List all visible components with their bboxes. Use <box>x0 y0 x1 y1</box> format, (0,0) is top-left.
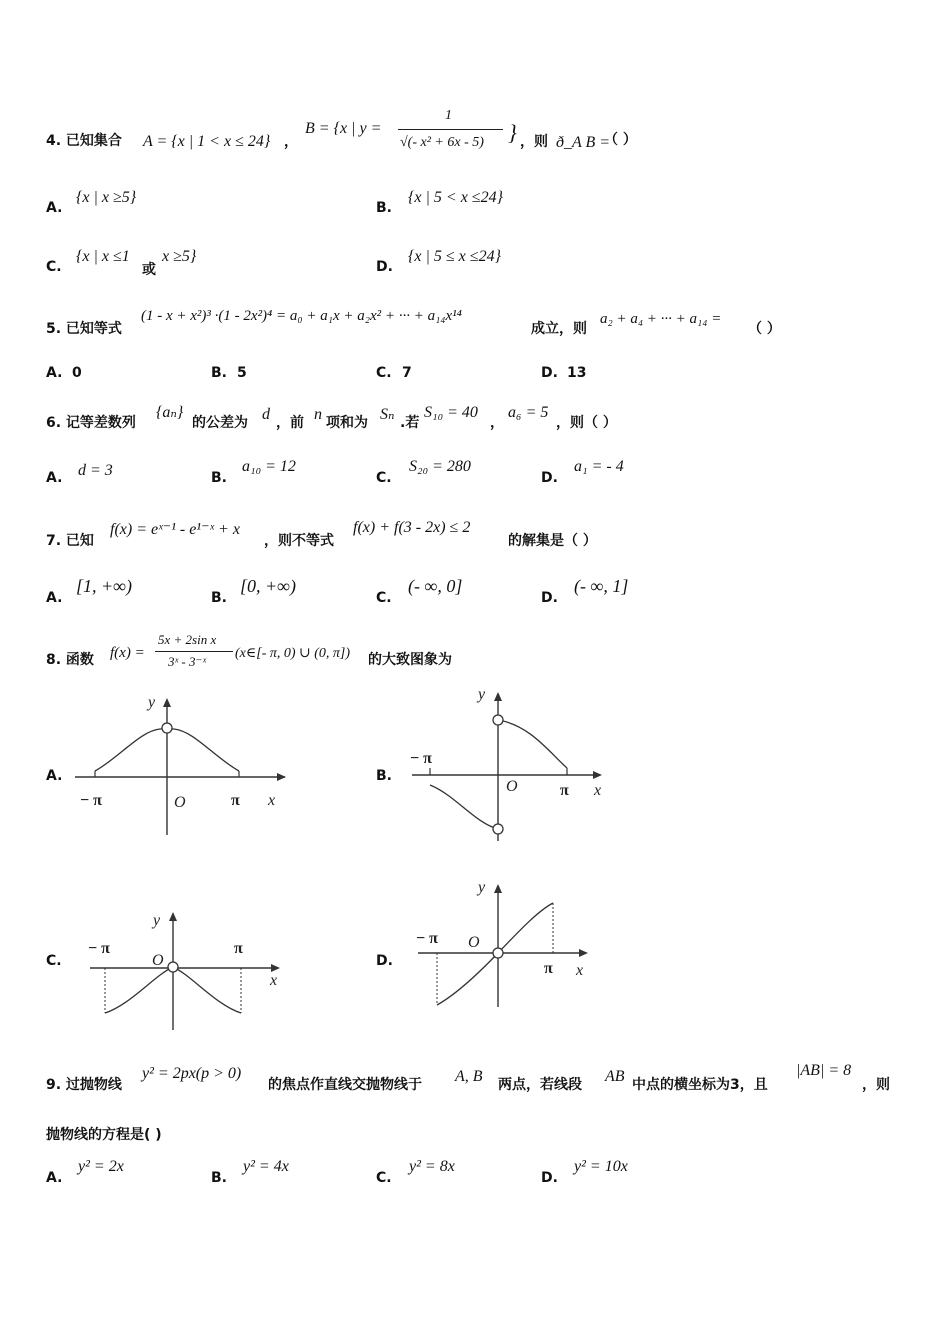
q8-graph-a-y-label: y <box>148 694 156 711</box>
q8-domain: (x∈[- π, 0) ∪ (0, π]) <box>235 646 351 661</box>
q6-option-d-text: a₁ = - 4 <box>574 458 624 475</box>
q6-option-c-label[interactable]: C. <box>376 470 392 486</box>
q9-stem: 9. 过抛物线 <box>46 1077 122 1093</box>
q8-option-b-label[interactable]: B. <box>376 768 392 784</box>
q8-graph-a-open-point <box>162 723 172 733</box>
q7-option-c-text: (- ∞, 0] <box>408 576 463 596</box>
q6-sn: Sₙ <box>380 406 395 423</box>
q8-option-c-label[interactable]: C. <box>46 953 62 969</box>
q8-graph-a-x-label: x <box>268 792 276 809</box>
q8-graph-c-open-point <box>168 962 178 972</box>
q4-paren: （ ） <box>604 132 637 148</box>
q5-option-c-label[interactable]: C. <box>376 365 392 381</box>
q8-graph-d-origin-label: O <box>468 934 480 951</box>
q5-option-a-label[interactable]: A. <box>46 365 63 381</box>
q4-option-a-label[interactable]: A. <box>46 200 63 216</box>
q7-t2: 的解集是（ ） <box>508 533 597 549</box>
q4-set-b-suffix: } <box>508 120 517 145</box>
q6-option-b-text: a₁₀ = 12 <box>242 458 296 475</box>
q7-t1: ，则不等式 <box>264 533 334 549</box>
q8-graph-b-origin-label: O <box>506 778 518 795</box>
q8-graph-d-x-label: x <box>576 962 584 979</box>
q6-comma: ， <box>490 415 504 431</box>
q9-option-c-text: y² = 8x <box>409 1158 455 1175</box>
q4-option-c-label[interactable]: C. <box>46 259 62 275</box>
q8-frac-num: 5x + 2sin x <box>158 632 217 647</box>
q8-graph-c-pi-label: π <box>234 940 243 957</box>
q7-option-d-label[interactable]: D. <box>541 590 558 606</box>
q8-graph-d-y-label: y <box>478 879 486 896</box>
q8-graph-b-y-arrow <box>494 692 502 701</box>
q9-option-d-label[interactable]: D. <box>541 1170 558 1186</box>
q6-option-d-label[interactable]: D. <box>541 470 558 486</box>
q5-option-c-text: 7 <box>402 365 412 381</box>
q9-len: |AB| = 8 <box>796 1062 852 1079</box>
q9-option-a-label[interactable]: A. <box>46 1170 63 1186</box>
q8-graph-b-pi-label: π <box>560 782 569 799</box>
q9-t4: ，则 <box>862 1077 890 1093</box>
q4-frac-bar <box>398 129 503 130</box>
q6-t5: ，则（ ） <box>556 415 617 431</box>
q8-graph-b <box>400 683 610 848</box>
q6-option-c-text: S₂₀ = 280 <box>409 458 471 475</box>
q6-cond1: S₁₀ = 40 <box>424 404 478 421</box>
q5-option-a-text: 0 <box>72 365 82 381</box>
q7-option-b-label[interactable]: B. <box>211 590 227 606</box>
q4-option-d-text: {x | 5 ≤ x ≤24} <box>408 248 501 265</box>
q8-graph-b-open-point-bottom <box>493 824 503 834</box>
q4-then: ，则 <box>520 134 548 150</box>
q6-option-a-text: d = 3 <box>78 462 113 479</box>
q8-func-lhs: f(x) = <box>110 645 145 661</box>
q9-option-b-text: y² = 4x <box>243 1158 289 1175</box>
q4-expr: ð_A B = <box>556 134 611 151</box>
q7-option-c-label[interactable]: C. <box>376 590 392 606</box>
q9-t1: 的焦点作直线交抛物线于 <box>268 1077 422 1093</box>
q9-line2: 抛物线的方程是( ) <box>46 1127 162 1143</box>
q4-option-c-mid: 或 <box>142 262 156 278</box>
q8-graph-a-neg-pi-label: − π <box>80 792 102 809</box>
q4-frac-num: 1 <box>445 108 452 123</box>
q8-graph-c-x-label: x <box>270 972 278 989</box>
q7-stem: 7. 已知 <box>46 533 94 549</box>
q5-expr: a₂ + a₄ + ··· + a₁₄ = <box>600 311 722 327</box>
q8-graph-d-x-arrow <box>579 949 588 957</box>
q8-graph-c-x-arrow <box>271 964 280 972</box>
q9-option-b-label[interactable]: B. <box>211 1170 227 1186</box>
q8-graph-b-x-label: x <box>594 782 602 799</box>
q8-option-a-label[interactable]: A. <box>46 768 63 784</box>
q6-stem: 6. 记等差数列 <box>46 415 136 431</box>
q9-t2: 两点，若线段 <box>498 1077 582 1093</box>
q8-graph-a-y-arrow <box>163 698 171 707</box>
q8-graph-c-origin-label: O <box>152 952 164 969</box>
q4-set-a: A = {x | 1 < x ≤ 24} <box>143 133 271 150</box>
q4-option-a-text: {x | x ≥5} <box>76 189 137 206</box>
q4-stem: 4. 已知集合 <box>46 133 122 149</box>
q7-option-a-label[interactable]: A. <box>46 590 63 606</box>
q9-seg: AB <box>605 1068 625 1085</box>
q9-parabola: y² = 2px(p > 0) <box>142 1065 242 1082</box>
q4-frac-den: √(- x² + 6x - 5) <box>400 135 484 150</box>
q8-graph-a-origin-label: O <box>174 794 186 811</box>
q4-option-b-text: {x | 5 < x ≤24} <box>408 189 503 206</box>
q7-option-b-text: [0, +∞) <box>240 576 296 596</box>
q6-t3: 项和为 <box>326 415 368 431</box>
q5-paren: （ ） <box>748 321 781 337</box>
q6-option-a-label[interactable]: A. <box>46 470 63 486</box>
q8-t1: 的大致图象为 <box>368 652 452 668</box>
q8-frac-den: 3ˣ - 3⁻ˣ <box>168 654 207 669</box>
q6-cond2: a₆ = 5 <box>508 404 549 421</box>
q4-option-d-label[interactable]: D. <box>376 259 393 275</box>
q9-t3: 中点的横坐标为3，且 <box>632 1077 768 1093</box>
q8-graph-b-x-arrow <box>593 771 602 779</box>
q6-t2: ，前 <box>276 415 304 431</box>
q8-graph-b-curve-left <box>430 785 498 829</box>
q9-option-d-text: y² = 10x <box>574 1158 628 1175</box>
q4-option-c-text: {x | x ≤1 <box>76 248 130 265</box>
q5-option-d-label[interactable]: D. <box>541 365 558 381</box>
q7-option-a-text: [1, +∞) <box>76 576 132 596</box>
q5-option-d-text: 13 <box>567 365 587 381</box>
q5-stem: 5. 已知等式 <box>46 321 122 337</box>
q8-graph-d-pi-label: π <box>544 960 553 977</box>
q6-t1: 的公差为 <box>192 415 248 431</box>
q4-option-c-tail: x ≥5} <box>162 248 197 265</box>
q8-graph-d <box>410 877 600 1012</box>
q8-graph-a-x-arrow <box>277 773 286 781</box>
q8-frac-bar <box>155 651 233 652</box>
q8-graph-c-neg-pi-label: − π <box>88 940 110 957</box>
q7-func: f(x) = eˣ⁻¹ - e¹⁻ˣ + x <box>110 521 240 538</box>
q8-graph-c <box>80 905 290 1035</box>
q8-graph-b-y-label: y <box>478 686 486 703</box>
q8-graph-d-open-point <box>493 948 503 958</box>
q6-d: d <box>262 406 270 423</box>
q5-option-b-text: 5 <box>237 365 247 381</box>
q6-n: n <box>314 406 322 423</box>
q7-option-d-text: (- ∞, 1] <box>574 576 629 596</box>
q6-option-b-label[interactable]: B. <box>211 470 227 486</box>
q6-seq: {aₙ} <box>156 404 184 421</box>
q8-stem: 8. 函数 <box>46 652 94 668</box>
q5-middle: 成立，则 <box>531 321 587 337</box>
q8-graph-c-y-arrow <box>169 912 177 921</box>
q4-set-b-prefix: B = {x | y = <box>305 120 382 137</box>
q6-t4: .若 <box>400 415 420 431</box>
q8-graph-d-y-arrow <box>494 884 502 893</box>
q9-pts: A, B <box>455 1068 483 1085</box>
q5-equation: (1 - x + x²)³ ·(1 - 2x²)⁴ = a₀ + a₁x + a₂x² + ··· + a₁₄x¹⁴ <box>141 308 462 324</box>
q7-ineq: f(x) + f(3 - 2x) ≤ 2 <box>353 519 471 536</box>
q8-graph-b-open-point-top <box>493 715 503 725</box>
q8-graph-b-curve-right <box>498 720 567 768</box>
q8-graph-a-pi-label: π <box>231 792 240 809</box>
q8-graph-c-y-label: y <box>153 912 161 929</box>
q4-comma: ， <box>284 134 298 150</box>
q9-option-c-label[interactable]: C. <box>376 1170 392 1186</box>
q4-option-b-label[interactable]: B. <box>376 200 392 216</box>
q8-graph-b-neg-pi-label: − π <box>410 750 432 767</box>
q8-graph-a <box>60 685 290 845</box>
q5-option-b-label[interactable]: B. <box>211 365 227 381</box>
q8-graph-d-neg-pi-label: − π <box>416 930 438 947</box>
q9-option-a-text: y² = 2x <box>78 1158 124 1175</box>
q8-option-d-label[interactable]: D. <box>376 953 393 969</box>
